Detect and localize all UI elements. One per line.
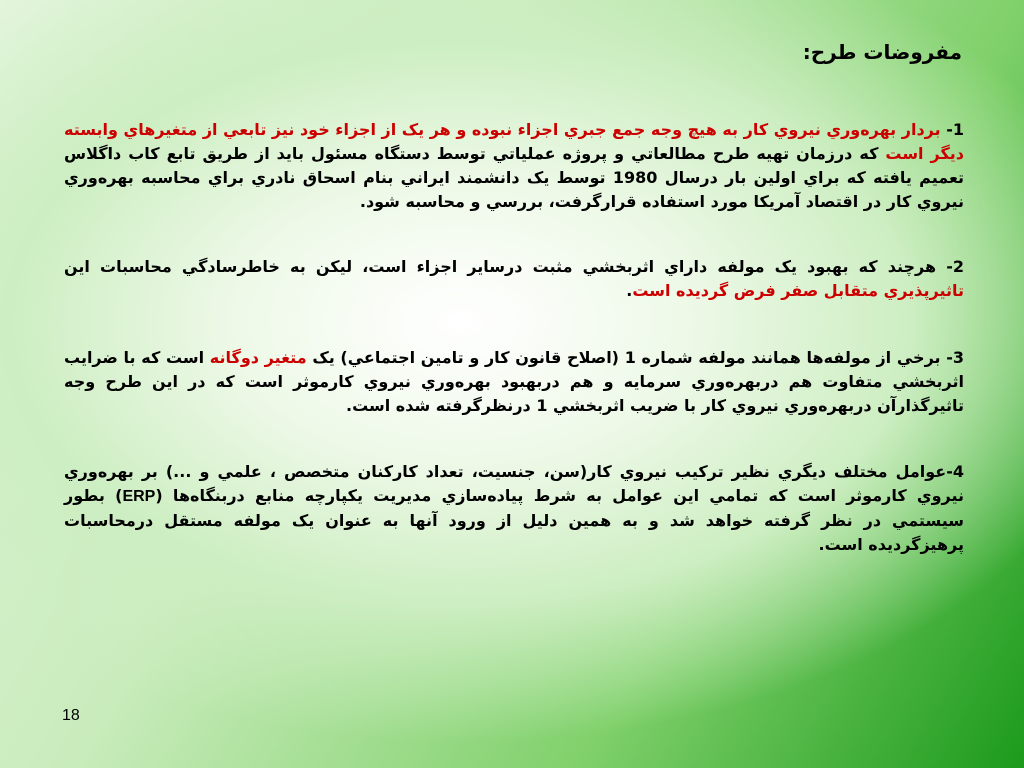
erp-term: ERP bbox=[122, 488, 156, 505]
assumption-2-number: 2- bbox=[936, 257, 964, 276]
assumption-4 bbox=[64, 460, 964, 557]
assumption-2-highlight: تاثيرپذيري متقابل صفر فرض گرديده است bbox=[632, 281, 964, 300]
assumption-1-number: 1- bbox=[940, 120, 964, 139]
assumption-2-text: هرچند كه بهبود يک مولفه داراي اثربخشي مثبت درساير اجزاء است، ليكن به خاطرسادگي محاسبات اين bbox=[64, 257, 937, 276]
assumption-2-end: . bbox=[626, 281, 633, 300]
slide-content bbox=[64, 118, 964, 597]
assumption-4-number: 4- bbox=[946, 462, 964, 481]
assumption-3-number: 3- bbox=[940, 348, 965, 367]
assumption-4-text-end: ) بطور سيستمي در نظر گرفته خواهد شد و به همين دليل از ورود آنها به عنوان يک مولفه مستقل درمحاسبات پرهيزگرديده است. bbox=[64, 486, 964, 554]
assumption-1-text: كه درزمان تهيه طرح مطالعاتي و پروژه عملياتي توسط دستگاه مسئول بايد از طريق تابع كاب داگلاس تعميم يافته كه براي اولين بار درسال 1980 توسط يک دانشمند ايراني بنام اسحاق نادري براي محاسبه بهره‌وري نيروي كار در اقتصاد آمريكا مورد استفاده قرارگرفت، بررسي و محاسبه شود. bbox=[64, 144, 965, 211]
assumption-3 bbox=[64, 346, 964, 418]
assumption-3-text-start: برخي از مولفه‌ها همانند مولفه شماره 1 (اصلاح قانون كار و تامين اجتماعي) يک bbox=[306, 348, 941, 367]
assumption-3-highlight: متغير دوگانه bbox=[209, 348, 307, 367]
assumption-3-text-end: است كه با ضرايب اثربخشي متفاوت هم دربهره‌وري سرمايه و هم دربهبود بهره‌وري نيروي كارموثر است كه در اين طرح وجه تاثيرگذارآن دربهره‌وري نيروي كار با ضريب اثربخشي 1 درنظرگرفته شده است. bbox=[64, 348, 964, 415]
page-number: 18 bbox=[62, 707, 80, 724]
assumption-4-text-start: عوامل مختلف ديگري نظير تركيب نيروي كار(سن، جنسيت، تعداد كاركنان متخصص ، علمي و ...) بر بهره‌وري نيروي كارموثر است كه تمامي اين عوامل به شرط پياده‌سازي مديريت يكپارچه منابع دربنگاه‌ها ( bbox=[64, 462, 965, 505]
assumption-1 bbox=[64, 118, 964, 214]
slide-title: مفروضات طرح: bbox=[802, 40, 962, 64]
assumption-2 bbox=[64, 255, 964, 303]
assumption-1-highlight: بردار بهره‌وري نيروي كار به هيچ وجه جمع جبري اجزاء نبوده و هر يک از اجزاء خود نيز تابعي از متغيرهاي وابسته ديگر است bbox=[64, 120, 964, 163]
